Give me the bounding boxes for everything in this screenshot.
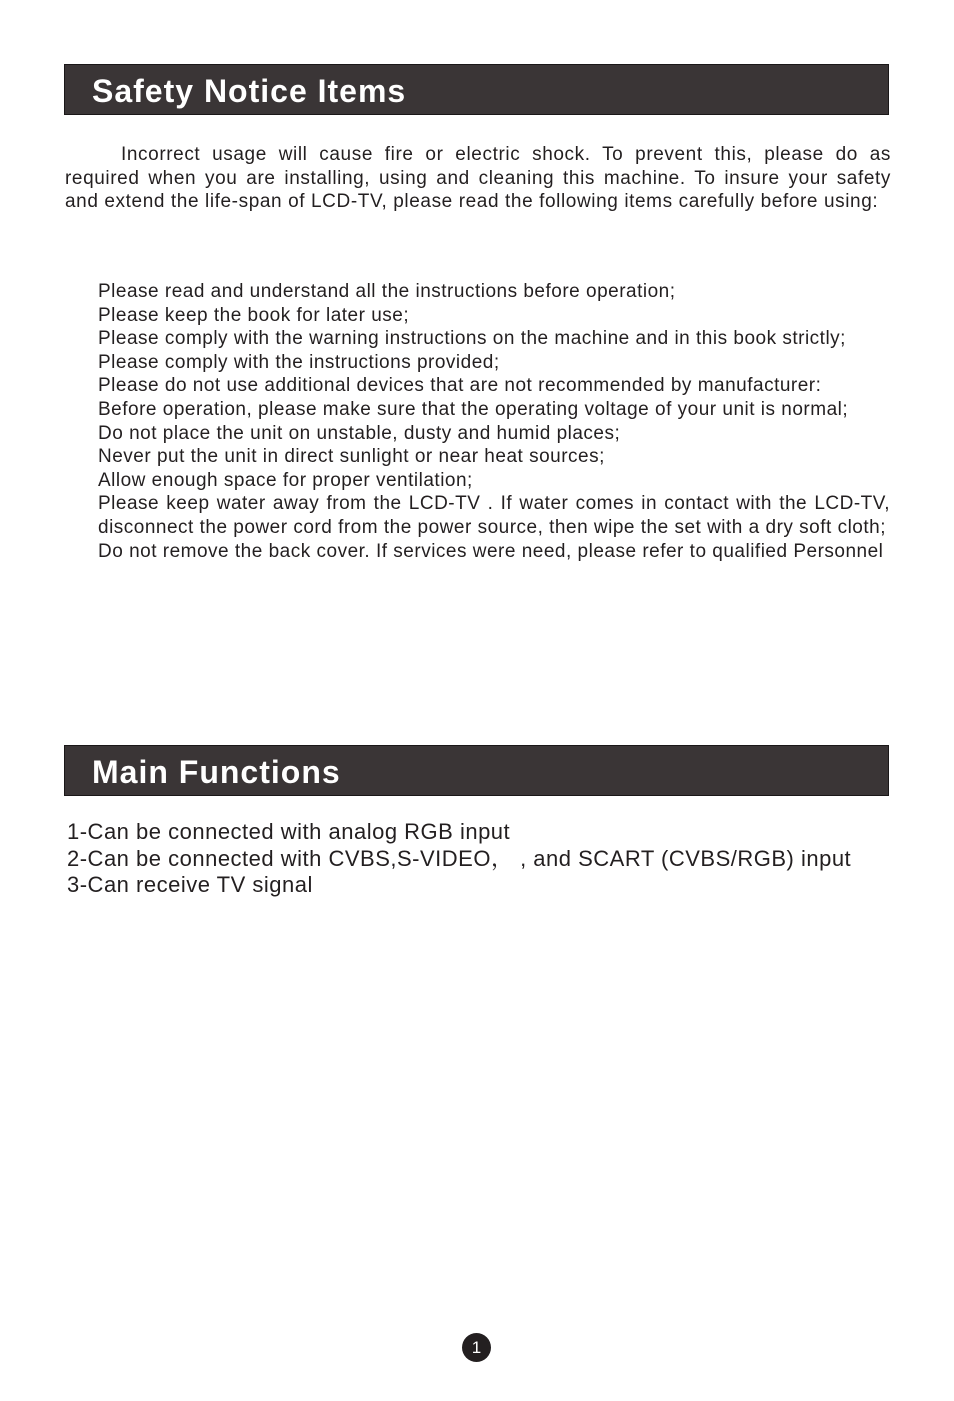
- safety-item: Please comply with the instructions provided;: [98, 351, 500, 373]
- main-functions-header: [64, 745, 889, 796]
- safety-item: Please read and understand all the instructions before operation;: [98, 281, 676, 302]
- safety-item: Allow enough space for proper ventilation;: [98, 469, 473, 491]
- safety-item: Please comply with the warning instructions on the machine and in this book strictly;: [98, 328, 846, 350]
- safety-item: Please keep the book for later use;: [98, 304, 410, 326]
- safety-intro-paragraph: Incorrect usage will cause fire or electric shock. To prevent this, please do as required when you are installing, using and cleaning this machine. To insure your safety and extend the life-span of LCD-TV, please read the following items carefully before using:: [65, 144, 891, 213]
- safety-item: Do not remove the back cover. If services were need, please refer to qualified Personnel: [98, 540, 884, 562]
- safety-item: Never put the unit in direct sunlight or near heat sources;: [98, 446, 605, 468]
- page-number-badge: 1: [462, 1333, 491, 1362]
- safety-notice-header: [64, 64, 889, 115]
- safety-notice-title: Safety Notice Items: [92, 73, 407, 109]
- safety-item: Do not place the unit on unstable, dusty and humid places;: [98, 422, 621, 444]
- function-item: 3-Can receive TV signal: [67, 872, 313, 897]
- function-item: 2-Can be connected with CVBS,S-VIDEO， , and SCART (CVBS/RGB) input: [67, 845, 852, 871]
- function-item: 1-Can be connected with analog RGB input: [67, 819, 511, 844]
- safety-item: Before operation, please make sure that the operating voltage of your unit is normal;: [98, 398, 849, 420]
- main-functions-list: [67, 819, 887, 899]
- safety-item: Please keep water away from the LCD-TV . If water comes in contact with the LCD-TV, disconnect the power cord from the power source, then wipe the set with a dry soft cloth;: [98, 493, 890, 538]
- main-functions-title: Main Functions: [92, 754, 341, 790]
- safety-items-list: [98, 280, 890, 563]
- safety-item: Please do not use additional devices that are not recommended by manufacturer:: [98, 375, 822, 397]
